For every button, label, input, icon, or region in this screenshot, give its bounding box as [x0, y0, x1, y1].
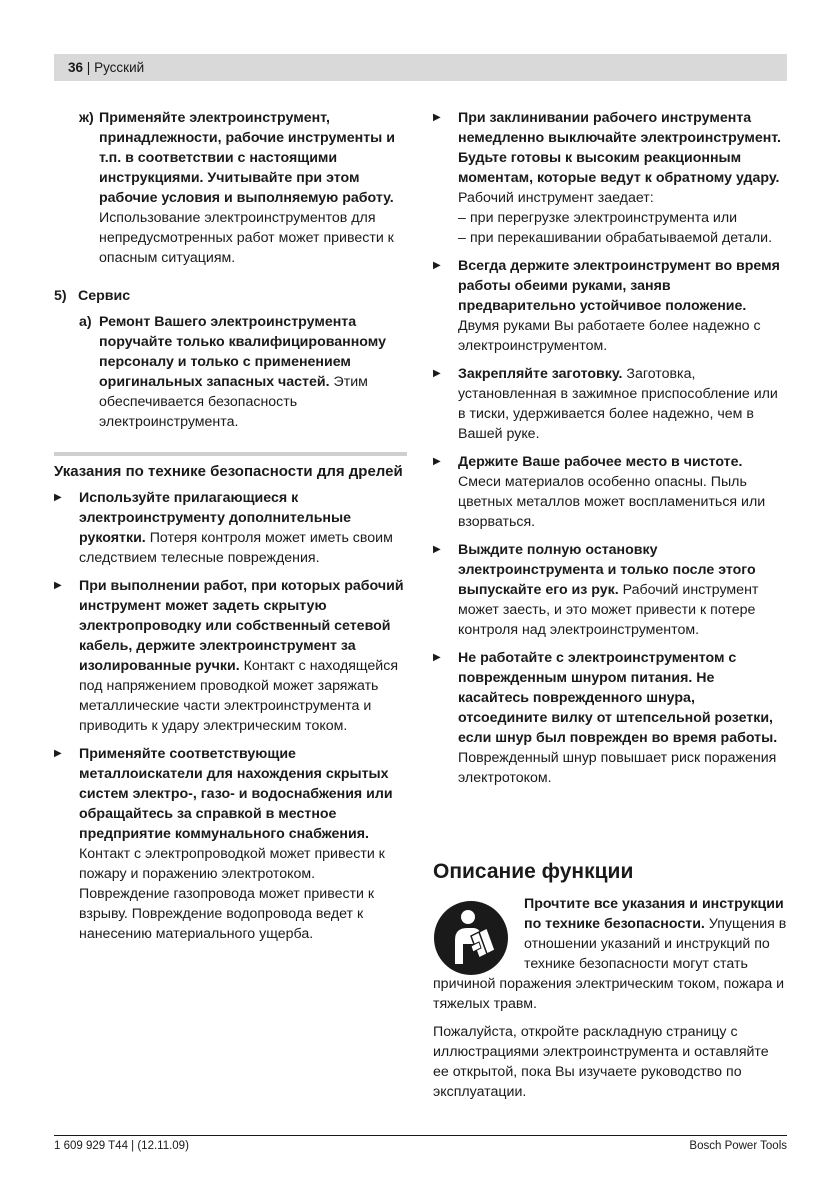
left-bullet-2: [54, 576, 409, 736]
dash-marker: –: [458, 210, 466, 226]
section-5-heading: [54, 286, 409, 306]
item-a: [54, 312, 409, 432]
page-number: 36: [68, 60, 84, 75]
item-a-marker: а): [79, 314, 92, 330]
dash-item-2: [458, 228, 787, 248]
bullet-arrow-icon: ▶: [54, 492, 62, 503]
left-bullet-3-text: Контакт с электропроводкой может привести к пожару и поражению электротоком. Повреждение газопровода может привести к взрыву. Повреждение водопровода ведет к нанесению материального ущерба.: [79, 846, 385, 942]
right-bullet-2-bold: Всегда держите электроинструмент во время работы обеими руками, заняв предварительно устойчивое положение.: [458, 258, 780, 314]
right-bullet-3-text: Заготовка, установленная в зажимное приспособление или в тиски, удерживается более надежно, чем в Вашей руке.: [458, 366, 778, 442]
right-bullet-1-bold: При заклинивании рабочего инструмента немедленно выключайте электроинструмент. Будьте готовы к высоким реакционным моментам, которые ведут к обратному удару.: [458, 110, 781, 186]
left-bullet-2-text: Контакт с находящейся под напряжением проводкой может заряжать металлические части электроинструмента и приводить к удару электрическим током.: [79, 658, 399, 734]
bullet-arrow-icon: ▶: [433, 544, 441, 555]
header-separator: |: [86, 60, 91, 75]
dash-marker: –: [458, 230, 466, 246]
function-title: Описание функции: [433, 860, 634, 883]
right-bullet-5-bold: Выждите полную остановку электроинструмента и только после этого выпускайте его из рук.: [458, 542, 756, 598]
bullet-arrow-icon: ▶: [433, 112, 441, 123]
right-bullet-6: [433, 648, 787, 788]
read-manual-icon: [433, 900, 509, 976]
item-a-text: Этим обеспечивается безопасность электроинструмента.: [99, 374, 368, 430]
item-zh-bold: Применяйте электроинструмент, принадлежности, рабочие инструменты и т.п. в соответствии с настоящими инструкциями. Учитывайте при этом рабочие условия и выполняемую работу.: [99, 110, 395, 206]
dash-item-2-text: при перекашивании обрабатываемой детали.: [470, 230, 773, 246]
right-column: [433, 108, 787, 796]
right-bullet-6-bold: Не работайте с электроинструментом с поврежденным шнуром питания. Не касайтесь поврежденного шнура, отсоедините вилку от штепсельной розетки, если шнур был поврежден во время работы.: [458, 650, 778, 746]
right-bullet-1: [433, 108, 787, 248]
item-zh-text: Использование электроинструментов для непредусмотренных работ может привести к опасным ситуациям.: [99, 210, 394, 266]
bullet-arrow-icon: ▶: [433, 368, 441, 379]
section-5-title: Сервис: [78, 288, 131, 304]
function-warning-text-a: Упущения в отношении указаний и инструкций по технике безопасности могут стать: [524, 916, 787, 972]
bullet-arrow-icon: ▶: [433, 260, 441, 271]
function-paragraph: Пожалуйста, откройте раскладную страницу с иллюстрациями электроинструмента и оставляйте ее открытой, пока Вы изучаете руководство по эксплуатации.: [433, 1024, 769, 1100]
left-bullet-3: [54, 744, 409, 944]
footer-doc-id: 1 609 929 T44 | (12.11.09): [54, 1140, 189, 1152]
section-divider: [54, 452, 407, 456]
right-bullet-1-text: Рабочий инструмент заедает:: [458, 190, 654, 206]
left-bullet-1-text: Потеря контроля может иметь своим следствием телесные повреждения.: [79, 530, 393, 566]
right-bullet-4: [433, 452, 787, 532]
item-zh-marker: ж): [79, 110, 94, 126]
right-bullet-3: [433, 364, 787, 444]
right-bullet-2-text: Двумя руками Вы работаете более надежно с электроинструментом.: [458, 318, 761, 354]
right-bullet-5-text: Рабочий инструмент может заесть, и это может привести к потере контроля над электроинструментом.: [458, 582, 759, 638]
section-5-marker: 5): [54, 288, 67, 304]
right-bullet-6-text: Поврежденный шнур повышает риск поражения электротоком.: [458, 750, 777, 786]
bullet-arrow-icon: ▶: [54, 580, 62, 591]
left-bullet-2-bold: При выполнении работ, при которых рабочий инструмент может задеть скрытую электропроводку или собственный сетевой кабель, держите электроинструмент за изолированные ручки.: [79, 578, 404, 674]
item-zh: [54, 108, 409, 268]
right-bullet-3-bold: Закрепляйте заготовку.: [458, 366, 623, 382]
drill-safety-title: Указания по технике безопасности для дрелей: [54, 463, 403, 480]
footer-rule: [54, 1135, 787, 1136]
function-warning-bold: Прочтите все указания и инструкции по технике безопасности.: [524, 896, 784, 932]
right-bullet-5: [433, 540, 787, 640]
right-bullet-4-text: Смеси материалов особенно опасны. Пыль цветных металлов может воспламениться или взорваться.: [458, 474, 766, 530]
bullet-arrow-icon: ▶: [433, 652, 441, 663]
left-bullet-1-bold: Используйте прилагающиеся к электроинструменту дополнительные рукоятки.: [79, 490, 351, 546]
left-column: [54, 108, 409, 952]
bullet-arrow-icon: ▶: [433, 456, 441, 467]
page-header: [54, 54, 787, 81]
right-bullet-4-bold: Держите Ваше рабочее место в чистоте.: [458, 454, 743, 470]
header-language: Русский: [94, 60, 145, 75]
footer-brand: Bosch Power Tools: [689, 1140, 787, 1152]
right-bullet-2: [433, 256, 787, 356]
item-a-bold: Ремонт Вашего электроинструмента поручайте только квалифицированному персоналу и только с применением оригинальных запасных частей.: [99, 314, 386, 390]
function-block: [433, 894, 787, 1102]
dash-item-1: [458, 208, 787, 228]
left-bullet-3-bold: Применяйте соответствующие металлоискатели для нахождения скрытых систем электро-, газо- и водоснабжения или обращайтесь за справкой в местное предприятие коммунального снабжения.: [79, 746, 393, 842]
bullet-arrow-icon: ▶: [54, 748, 62, 759]
left-bullet-1: [54, 488, 409, 568]
function-warning-text-b: причиной поражения электрическим током, пожара и тяжелых травм.: [433, 976, 785, 1012]
dash-item-1-text: при перегрузке электроинструмента или: [470, 210, 738, 226]
